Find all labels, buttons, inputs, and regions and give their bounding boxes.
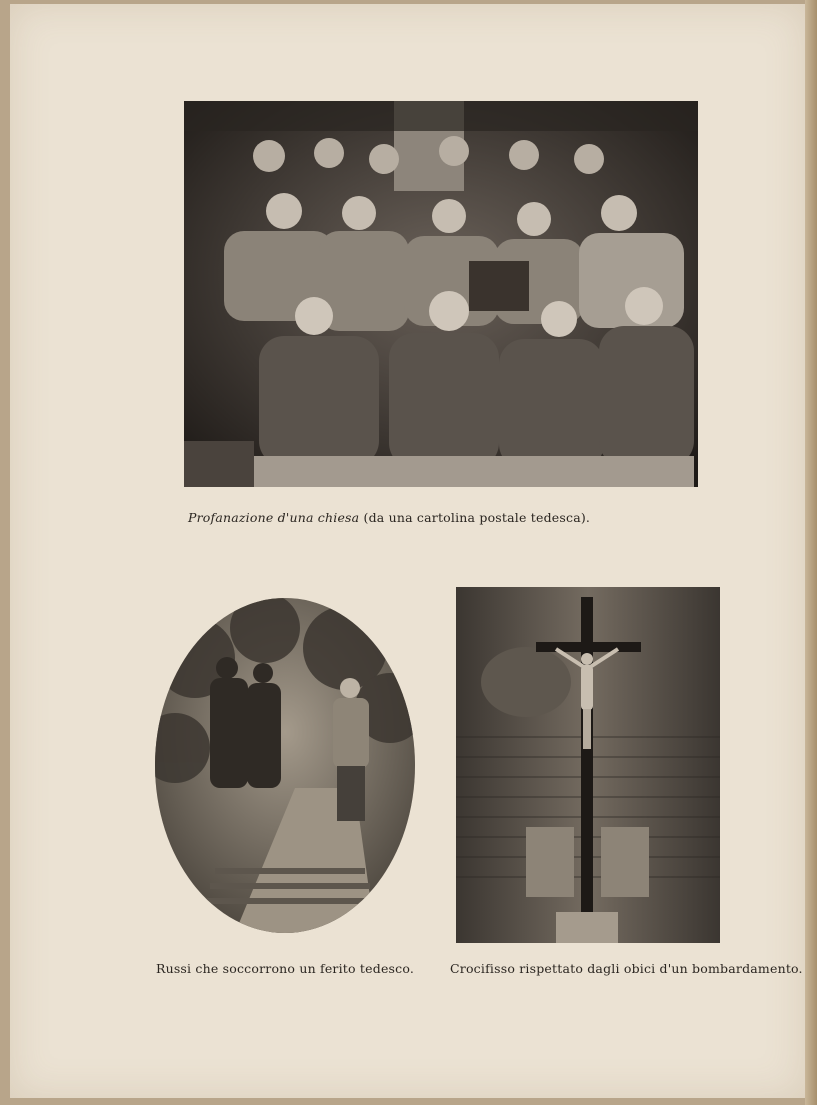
photo-church-profanation: [184, 101, 698, 487]
photo-russians-aid: [155, 598, 415, 933]
caption-crucifix: Crocifisso rispettato dagli obici d'un bombardamento.: [450, 961, 803, 976]
caption-title-italic: Profanazione d'una chiesa: [188, 510, 360, 525]
caption-russians-aid: Russi che soccorrono un ferito tedesco.: [155, 961, 415, 976]
photo-crucifix: [456, 587, 720, 943]
caption-source: (da una cartolina postale tedesca).: [359, 510, 591, 525]
page-edge: [805, 0, 817, 1105]
caption-church-profanation: [188, 510, 590, 525]
